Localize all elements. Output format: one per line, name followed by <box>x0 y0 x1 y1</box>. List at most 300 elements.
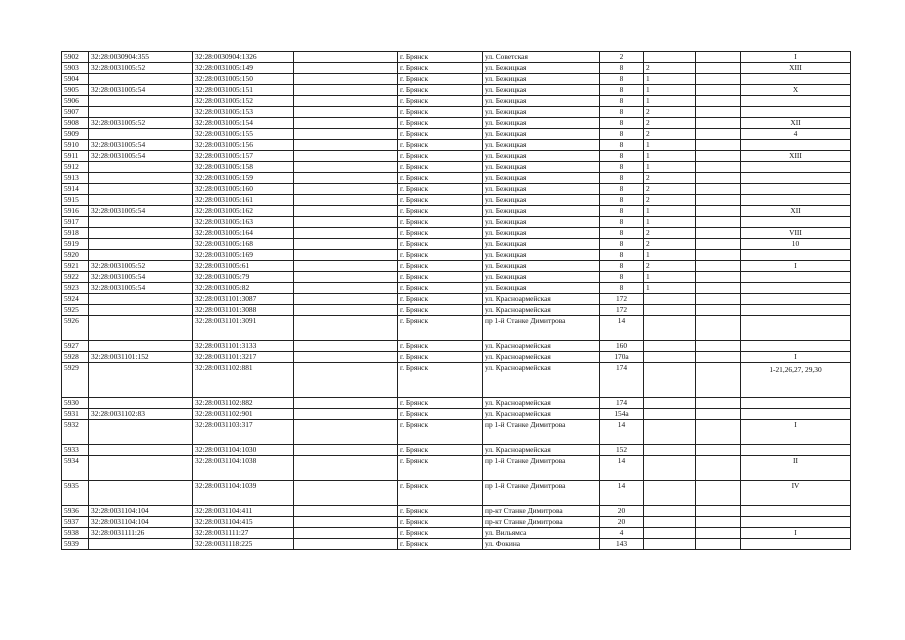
empty-cell <box>696 107 741 118</box>
street-cell: ул. Вильямса <box>483 528 600 539</box>
room-number: 1-21,26,27, 29,30 <box>741 363 851 398</box>
row-number: 5924 <box>62 294 89 305</box>
table-row <box>62 272 851 283</box>
object-cadastral-number: 32:28:0031102:882 <box>193 398 294 409</box>
row-number: 5922 <box>62 272 89 283</box>
parcel-cadastral-number <box>89 195 193 206</box>
empty-cell <box>294 409 398 420</box>
row-number: 5928 <box>62 352 89 363</box>
row-number: 5935 <box>62 481 89 506</box>
parcel-cadastral-number: 32:28:0031005:52 <box>89 118 193 129</box>
floor-cell: 2 <box>644 63 696 74</box>
empty-cell <box>294 162 398 173</box>
row-number: 5932 <box>62 420 89 445</box>
parcel-cadastral-number <box>89 228 193 239</box>
empty-cell <box>696 409 741 420</box>
house-number: 8 <box>600 63 644 74</box>
empty-cell <box>696 140 741 151</box>
floor-cell: 2 <box>644 195 696 206</box>
room-number <box>741 398 851 409</box>
table-row <box>62 228 851 239</box>
row-number: 5913 <box>62 173 89 184</box>
object-cadastral-number: 32:28:0031104:1039 <box>193 481 294 506</box>
row-number: 5907 <box>62 107 89 118</box>
parcel-cadastral-number <box>89 456 193 481</box>
street-cell: ул. Бежицкая <box>483 118 600 129</box>
empty-cell <box>294 283 398 294</box>
row-number: 5927 <box>62 341 89 352</box>
parcel-cadastral-number <box>89 481 193 506</box>
object-cadastral-number: 32:28:0031005:161 <box>193 195 294 206</box>
empty-cell <box>696 420 741 445</box>
object-cadastral-number: 32:28:0031111:27 <box>193 528 294 539</box>
room-number <box>741 294 851 305</box>
parcel-cadastral-number <box>89 162 193 173</box>
street-cell: ул. Красноармейская <box>483 409 600 420</box>
row-number: 5925 <box>62 305 89 316</box>
house-number: 8 <box>600 206 644 217</box>
room-number <box>741 74 851 85</box>
row-number: 5934 <box>62 456 89 481</box>
house-number: 8 <box>600 195 644 206</box>
empty-cell <box>696 456 741 481</box>
row-number: 5937 <box>62 517 89 528</box>
empty-cell <box>294 341 398 352</box>
row-number: 5905 <box>62 85 89 96</box>
city-cell: г. Брянск <box>398 85 483 96</box>
room-number <box>741 517 851 528</box>
street-cell: ул. Бежицкая <box>483 217 600 228</box>
row-number: 5902 <box>62 52 89 63</box>
empty-cell <box>294 118 398 129</box>
empty-cell <box>696 363 741 398</box>
object-cadastral-number: 32:28:0031104:1030 <box>193 445 294 456</box>
street-cell: ул. Бежицкая <box>483 63 600 74</box>
row-number: 5923 <box>62 283 89 294</box>
street-cell: пр 1-й Станке Димитрова <box>483 456 600 481</box>
floor-cell <box>644 517 696 528</box>
parcel-cadastral-number <box>89 217 193 228</box>
empty-cell <box>696 217 741 228</box>
table-row <box>62 305 851 316</box>
object-cadastral-number: 32:28:0031104:411 <box>193 506 294 517</box>
empty-cell <box>696 481 741 506</box>
object-cadastral-number: 32:28:0031101:3091 <box>193 316 294 341</box>
house-number: 172 <box>600 305 644 316</box>
empty-cell <box>696 228 741 239</box>
street-cell: ул. Бежицкая <box>483 173 600 184</box>
registry-sheet <box>61 51 851 550</box>
room-number: VIII <box>741 228 851 239</box>
street-cell: пр 1-й Станке Димитрова <box>483 420 600 445</box>
parcel-cadastral-number: 32:28:0031005:54 <box>89 206 193 217</box>
table-row <box>62 63 851 74</box>
empty-cell <box>696 398 741 409</box>
object-cadastral-number: 32:28:0031102:901 <box>193 409 294 420</box>
table-row <box>62 481 851 506</box>
floor-cell <box>644 409 696 420</box>
floor-cell: 1 <box>644 74 696 85</box>
room-number <box>741 409 851 420</box>
street-cell: ул. Бежицкая <box>483 140 600 151</box>
empty-cell <box>294 481 398 506</box>
empty-cell <box>294 151 398 162</box>
empty-cell <box>696 352 741 363</box>
empty-cell <box>294 195 398 206</box>
street-cell: ул. Красноармейская <box>483 445 600 456</box>
empty-cell <box>696 162 741 173</box>
street-cell: ул. Фокина <box>483 539 600 550</box>
house-number: 14 <box>600 456 644 481</box>
street-cell: пр 1-й Станке Димитрова <box>483 481 600 506</box>
room-number <box>741 140 851 151</box>
object-cadastral-number: 32:28:0031005:149 <box>193 63 294 74</box>
city-cell: г. Брянск <box>398 228 483 239</box>
empty-cell <box>294 445 398 456</box>
parcel-cadastral-number: 32:28:0031005:54 <box>89 151 193 162</box>
parcel-cadastral-number <box>89 398 193 409</box>
empty-cell <box>696 96 741 107</box>
room-number: XII <box>741 118 851 129</box>
object-cadastral-number: 32:28:0031118:225 <box>193 539 294 550</box>
city-cell: г. Брянск <box>398 261 483 272</box>
empty-cell <box>294 63 398 74</box>
empty-cell <box>294 305 398 316</box>
house-number: 8 <box>600 239 644 250</box>
room-number <box>741 96 851 107</box>
row-number: 5917 <box>62 217 89 228</box>
room-number: I <box>741 52 851 63</box>
empty-cell <box>294 517 398 528</box>
floor-cell <box>644 445 696 456</box>
house-number: 8 <box>600 85 644 96</box>
house-number: 8 <box>600 140 644 151</box>
city-cell: г. Брянск <box>398 239 483 250</box>
table-row <box>62 456 851 481</box>
row-number: 5908 <box>62 118 89 129</box>
empty-cell <box>696 74 741 85</box>
street-cell: ул. Красноармейская <box>483 398 600 409</box>
street-cell: пр-кт Станке Димитрова <box>483 517 600 528</box>
street-cell: пр-кт Станке Димитрова <box>483 506 600 517</box>
street-cell: ул. Бежицкая <box>483 206 600 217</box>
empty-cell <box>696 239 741 250</box>
floor-cell <box>644 316 696 341</box>
floor-cell: 2 <box>644 239 696 250</box>
floor-cell <box>644 352 696 363</box>
table-row <box>62 52 851 63</box>
row-number: 5912 <box>62 162 89 173</box>
empty-cell <box>294 250 398 261</box>
room-number: I <box>741 261 851 272</box>
floor-cell <box>644 506 696 517</box>
floor-cell <box>644 456 696 481</box>
empty-cell <box>294 140 398 151</box>
parcel-cadastral-number <box>89 420 193 445</box>
row-number: 5930 <box>62 398 89 409</box>
table-row <box>62 409 851 420</box>
street-cell: ул. Красноармейская <box>483 341 600 352</box>
empty-cell <box>696 184 741 195</box>
parcel-cadastral-number <box>89 74 193 85</box>
house-number: 8 <box>600 129 644 140</box>
object-cadastral-number: 32:28:0031005:169 <box>193 250 294 261</box>
city-cell: г. Брянск <box>398 539 483 550</box>
row-number: 5914 <box>62 184 89 195</box>
city-cell: г. Брянск <box>398 352 483 363</box>
table-row <box>62 539 851 550</box>
house-number: 14 <box>600 316 644 341</box>
row-number: 5933 <box>62 445 89 456</box>
table-row <box>62 151 851 162</box>
floor-cell <box>644 341 696 352</box>
city-cell: г. Брянск <box>398 420 483 445</box>
room-number <box>741 341 851 352</box>
table-row <box>62 316 851 341</box>
city-cell: г. Брянск <box>398 272 483 283</box>
object-cadastral-number: 32:28:0030904:1326 <box>193 52 294 63</box>
parcel-cadastral-number: 32:28:0031111:26 <box>89 528 193 539</box>
empty-cell <box>294 74 398 85</box>
row-number: 5904 <box>62 74 89 85</box>
floor-cell: 2 <box>644 107 696 118</box>
table-row <box>62 398 851 409</box>
row-number: 5906 <box>62 96 89 107</box>
object-cadastral-number: 32:28:0031005:155 <box>193 129 294 140</box>
room-number <box>741 316 851 341</box>
floor-cell: 1 <box>644 206 696 217</box>
street-cell: ул. Бежицкая <box>483 129 600 140</box>
house-number: 8 <box>600 261 644 272</box>
room-number: XII <box>741 206 851 217</box>
parcel-cadastral-number <box>89 539 193 550</box>
house-number: 8 <box>600 250 644 261</box>
city-cell: г. Брянск <box>398 217 483 228</box>
street-cell: ул. Бежицкая <box>483 184 600 195</box>
empty-cell <box>696 445 741 456</box>
table-row <box>62 85 851 96</box>
empty-cell <box>294 294 398 305</box>
floor-cell <box>644 539 696 550</box>
floor-cell: 1 <box>644 85 696 96</box>
city-cell: г. Брянск <box>398 445 483 456</box>
floor-cell: 1 <box>644 283 696 294</box>
table-row <box>62 184 851 195</box>
room-number <box>741 195 851 206</box>
object-cadastral-number: 32:28:0031005:160 <box>193 184 294 195</box>
room-number <box>741 272 851 283</box>
room-number: II <box>741 456 851 481</box>
city-cell: г. Брянск <box>398 409 483 420</box>
floor-cell: 2 <box>644 261 696 272</box>
floor-cell: 1 <box>644 217 696 228</box>
object-cadastral-number: 32:28:0031005:168 <box>193 239 294 250</box>
parcel-cadastral-number <box>89 445 193 456</box>
street-cell: ул. Бежицкая <box>483 85 600 96</box>
empty-cell <box>294 107 398 118</box>
table-row <box>62 261 851 272</box>
city-cell: г. Брянск <box>398 52 483 63</box>
house-number: 8 <box>600 228 644 239</box>
table-row <box>62 341 851 352</box>
house-number: 170а <box>600 352 644 363</box>
street-cell: ул. Бежицкая <box>483 162 600 173</box>
house-number: 8 <box>600 283 644 294</box>
city-cell: г. Брянск <box>398 517 483 528</box>
empty-cell <box>696 173 741 184</box>
registry-table-body <box>62 52 851 550</box>
city-cell: г. Брянск <box>398 195 483 206</box>
table-row <box>62 129 851 140</box>
empty-cell <box>696 195 741 206</box>
room-number: IV <box>741 481 851 506</box>
street-cell: ул. Красноармейская <box>483 352 600 363</box>
city-cell: г. Брянск <box>398 151 483 162</box>
object-cadastral-number: 32:28:0031005:152 <box>193 96 294 107</box>
house-number: 8 <box>600 162 644 173</box>
parcel-cadastral-number: 32:28:0031102:83 <box>89 409 193 420</box>
floor-cell: 1 <box>644 151 696 162</box>
parcel-cadastral-number: 32:28:0031104:104 <box>89 506 193 517</box>
street-cell: ул. Бежицкая <box>483 261 600 272</box>
city-cell: г. Брянск <box>398 63 483 74</box>
street-cell: ул. Бежицкая <box>483 151 600 162</box>
empty-cell <box>696 52 741 63</box>
house-number: 4 <box>600 528 644 539</box>
street-cell: ул. Бежицкая <box>483 239 600 250</box>
room-number <box>741 506 851 517</box>
floor-cell: 2 <box>644 129 696 140</box>
object-cadastral-number: 32:28:0031102:881 <box>193 363 294 398</box>
row-number: 5939 <box>62 539 89 550</box>
object-cadastral-number: 32:28:0031005:159 <box>193 173 294 184</box>
city-cell: г. Брянск <box>398 506 483 517</box>
table-row <box>62 506 851 517</box>
object-cadastral-number: 32:28:0031005:79 <box>193 272 294 283</box>
house-number: 14 <box>600 420 644 445</box>
house-number: 8 <box>600 96 644 107</box>
parcel-cadastral-number <box>89 341 193 352</box>
house-number: 174 <box>600 363 644 398</box>
table-row <box>62 206 851 217</box>
empty-cell <box>294 239 398 250</box>
empty-cell <box>696 85 741 96</box>
object-cadastral-number: 32:28:0031005:61 <box>193 261 294 272</box>
object-cadastral-number: 32:28:0031005:164 <box>193 228 294 239</box>
house-number: 8 <box>600 118 644 129</box>
parcel-cadastral-number: 32:28:0031005:52 <box>89 63 193 74</box>
registry-table <box>61 51 851 550</box>
floor-cell: 1 <box>644 162 696 173</box>
table-row <box>62 217 851 228</box>
city-cell: г. Брянск <box>398 74 483 85</box>
object-cadastral-number: 32:28:0031101:3087 <box>193 294 294 305</box>
street-cell: пр 1-й Станке Димитрова <box>483 316 600 341</box>
city-cell: г. Брянск <box>398 294 483 305</box>
street-cell: ул. Бежицкая <box>483 283 600 294</box>
table-row <box>62 528 851 539</box>
city-cell: г. Брянск <box>398 528 483 539</box>
city-cell: г. Брянск <box>398 341 483 352</box>
floor-cell <box>644 398 696 409</box>
house-number: 8 <box>600 74 644 85</box>
floor-cell <box>644 528 696 539</box>
room-number: I <box>741 420 851 445</box>
parcel-cadastral-number <box>89 173 193 184</box>
floor-cell: 1 <box>644 96 696 107</box>
table-row <box>62 445 851 456</box>
floor-cell: 2 <box>644 184 696 195</box>
parcel-cadastral-number: 32:28:0030904:355 <box>89 52 193 63</box>
empty-cell <box>294 272 398 283</box>
table-row <box>62 283 851 294</box>
parcel-cadastral-number <box>89 316 193 341</box>
house-number: 152 <box>600 445 644 456</box>
parcel-cadastral-number <box>89 363 193 398</box>
object-cadastral-number: 32:28:0031101:3133 <box>193 341 294 352</box>
empty-cell <box>696 341 741 352</box>
object-cadastral-number: 32:28:0031103:317 <box>193 420 294 445</box>
house-number: 8 <box>600 184 644 195</box>
object-cadastral-number: 32:28:0031005:153 <box>193 107 294 118</box>
table-row <box>62 107 851 118</box>
house-number: 174 <box>600 398 644 409</box>
house-number: 8 <box>600 151 644 162</box>
street-cell: ул. Бежицкая <box>483 272 600 283</box>
street-cell: ул. Советская <box>483 52 600 63</box>
house-number: 143 <box>600 539 644 550</box>
empty-cell <box>696 517 741 528</box>
floor-cell <box>644 52 696 63</box>
city-cell: г. Брянск <box>398 481 483 506</box>
object-cadastral-number: 32:28:0031005:158 <box>193 162 294 173</box>
object-cadastral-number: 32:28:0031005:150 <box>193 74 294 85</box>
table-row <box>62 250 851 261</box>
floor-cell: 1 <box>644 272 696 283</box>
room-number: 4 <box>741 129 851 140</box>
floor-cell <box>644 294 696 305</box>
empty-cell <box>696 118 741 129</box>
room-number: XIII <box>741 151 851 162</box>
floor-cell <box>644 420 696 445</box>
empty-cell <box>696 539 741 550</box>
row-number: 5926 <box>62 316 89 341</box>
room-number <box>741 445 851 456</box>
table-row <box>62 195 851 206</box>
parcel-cadastral-number <box>89 107 193 118</box>
city-cell: г. Брянск <box>398 398 483 409</box>
row-number: 5909 <box>62 129 89 140</box>
table-row <box>62 517 851 528</box>
room-number <box>741 173 851 184</box>
floor-cell: 2 <box>644 118 696 129</box>
floor-cell <box>644 305 696 316</box>
parcel-cadastral-number <box>89 96 193 107</box>
row-number: 5931 <box>62 409 89 420</box>
house-number: 8 <box>600 107 644 118</box>
parcel-cadastral-number <box>89 184 193 195</box>
street-cell: ул. Красноармейская <box>483 294 600 305</box>
room-number: 10 <box>741 239 851 250</box>
empty-cell <box>294 261 398 272</box>
empty-cell <box>294 217 398 228</box>
table-row <box>62 420 851 445</box>
table-row <box>62 294 851 305</box>
table-row <box>62 74 851 85</box>
object-cadastral-number: 32:28:0031104:415 <box>193 517 294 528</box>
object-cadastral-number: 32:28:0031101:3217 <box>193 352 294 363</box>
empty-cell <box>294 539 398 550</box>
